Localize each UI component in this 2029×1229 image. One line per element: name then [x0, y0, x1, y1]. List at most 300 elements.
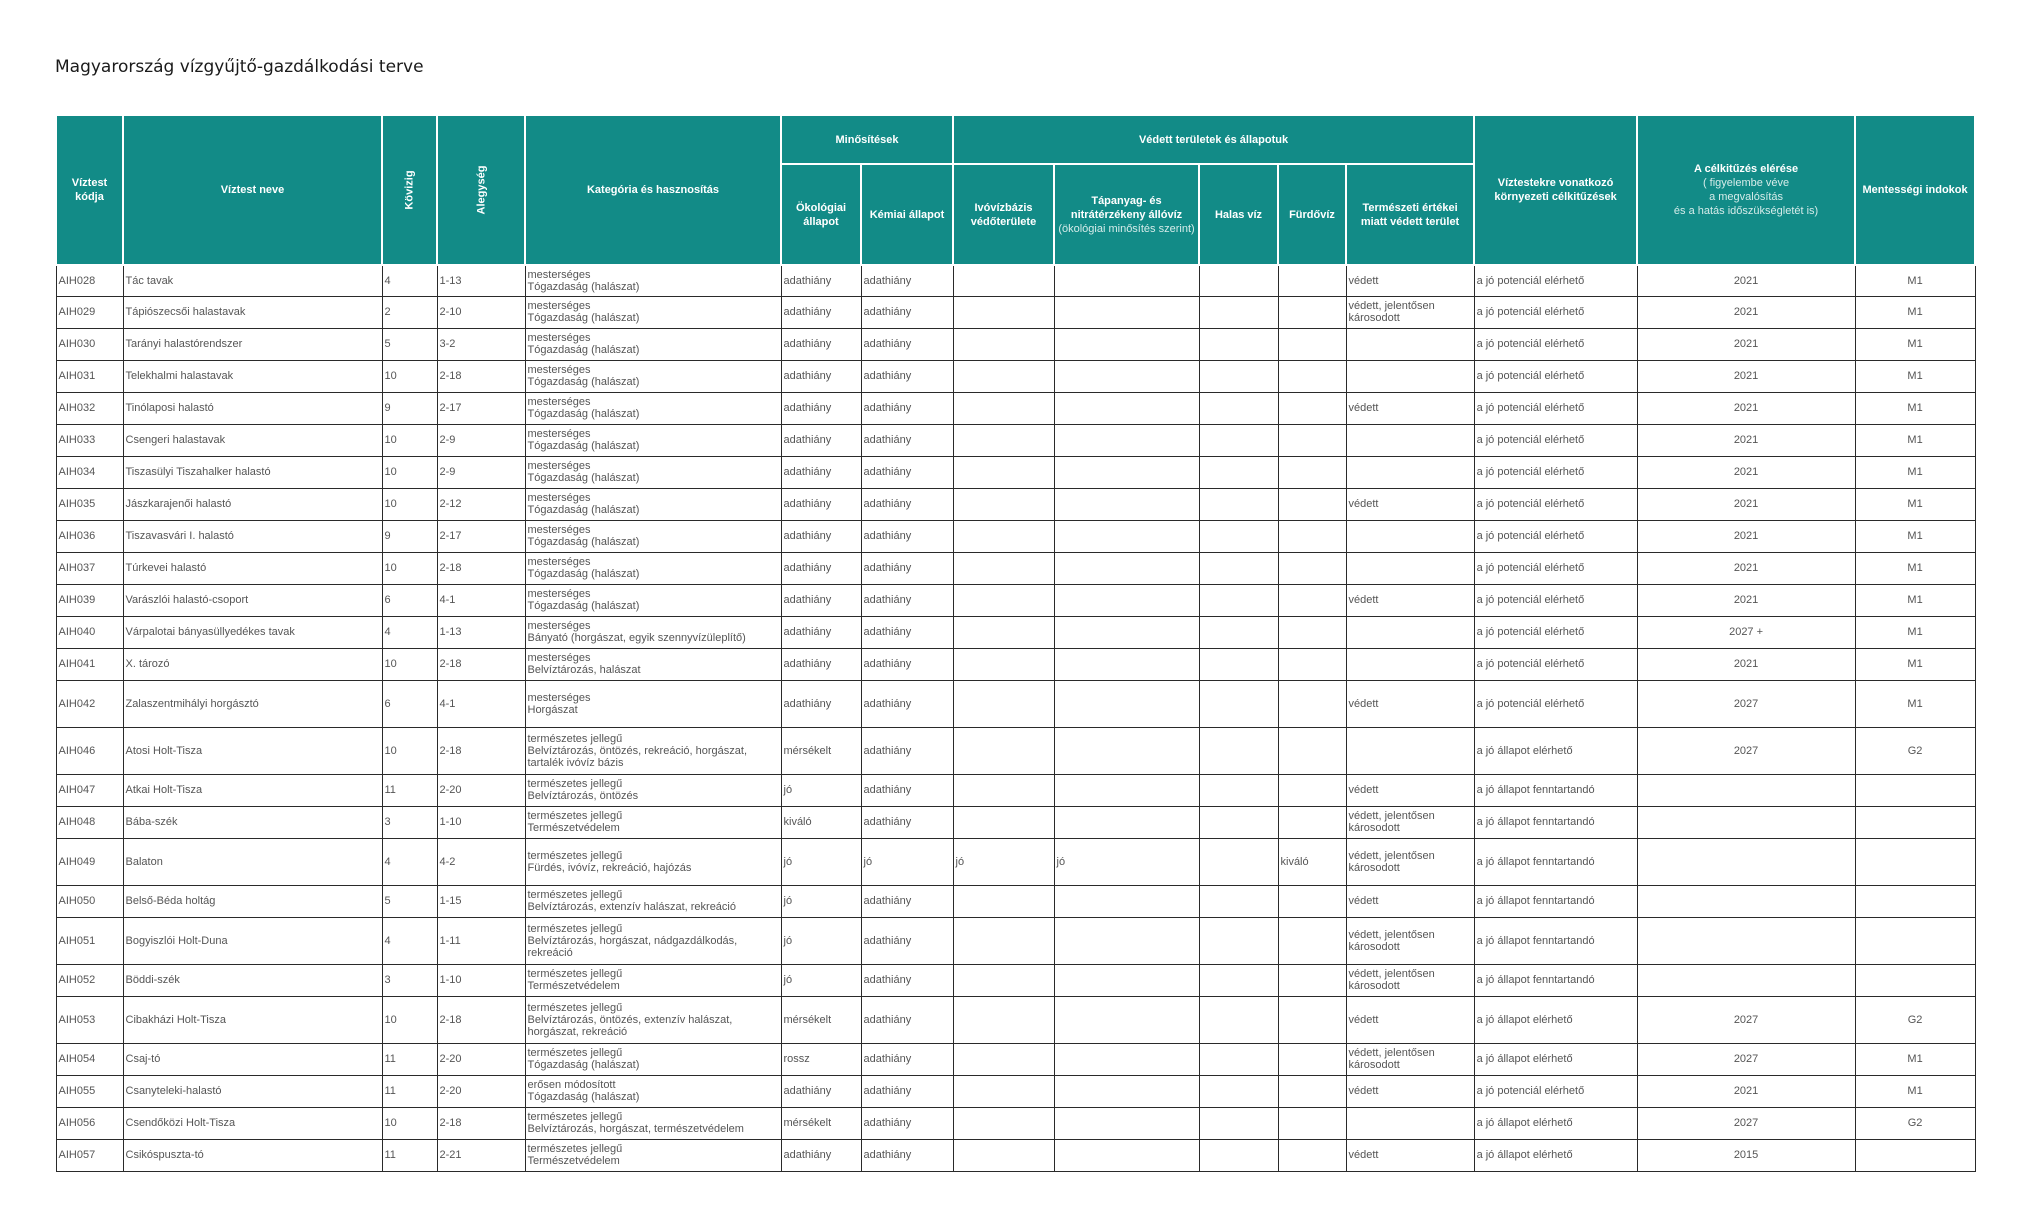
- cell-objectives: a jó állapot elérhető: [1474, 1107, 1637, 1139]
- cell-code: AIH030: [56, 328, 123, 360]
- cell-code: AIH032: [56, 392, 123, 424]
- cell-drinking: [953, 488, 1054, 520]
- cell-nature-line: védett: [1348, 402, 1379, 414]
- cell-nature: [1346, 727, 1474, 774]
- cell-ecological: kiváló: [781, 806, 861, 838]
- cell-name: Varászlói halastó-csoport: [123, 584, 382, 616]
- header-objectives: Víztestekre vonatkozó környezeti célkitűzések: [1474, 115, 1637, 265]
- header-minositesek: Minősítések: [781, 115, 953, 164]
- cell-chemical: adathiány: [861, 392, 953, 424]
- cell-ecological: jó: [781, 774, 861, 806]
- cell-category: [525, 456, 781, 488]
- cell-category: [525, 328, 781, 360]
- cell-drinking: [953, 806, 1054, 838]
- cell-alegyseg: 2-17: [437, 392, 525, 424]
- cell-target-year: 2027: [1637, 1107, 1855, 1139]
- cell-chemical: adathiány: [861, 774, 953, 806]
- cell-fish: [1199, 360, 1278, 392]
- cell-category-line: mesterséges: [527, 556, 591, 568]
- cell-category-line: Belvíztározás, öntözés, extenzív halászat,: [527, 1013, 733, 1026]
- table-row: [56, 964, 1975, 996]
- cell-nature: [1346, 1043, 1474, 1075]
- cell-name: Tarányi halastórendszer: [123, 328, 382, 360]
- cell-exemption: [1855, 917, 1975, 964]
- cell-chemical: adathiány: [861, 1107, 953, 1139]
- header-target: [1637, 115, 1855, 265]
- cell-kovizig: 6: [382, 584, 437, 616]
- cell-exemption: G2: [1855, 996, 1975, 1043]
- cell-name: Jászkarajenői halastó: [123, 488, 382, 520]
- cell-name: Balaton: [123, 838, 382, 885]
- cell-nutrient: [1054, 520, 1199, 552]
- cell-category-line: mesterséges: [527, 428, 591, 440]
- cell-ecological: jó: [781, 885, 861, 917]
- cell-bathing: [1278, 1043, 1346, 1075]
- cell-code: AIH040: [56, 616, 123, 648]
- cell-objectives: a jó potenciál elérhető: [1474, 680, 1637, 727]
- cell-drinking: [953, 392, 1054, 424]
- cell-kovizig: 10: [382, 727, 437, 774]
- table-row: [56, 392, 1975, 424]
- cell-exemption: [1855, 1139, 1975, 1171]
- cell-name: Tác tavak: [123, 265, 382, 296]
- cell-category-line: Belvíztározás, öntözés, rekreáció, horgászat,: [527, 744, 747, 757]
- cell-alegyseg: 1-10: [437, 964, 525, 996]
- cell-nutrient: [1054, 392, 1199, 424]
- cell-name: Csaj-tó: [123, 1043, 382, 1075]
- cell-ecological: adathiány: [781, 520, 861, 552]
- cell-code: AIH041: [56, 648, 123, 680]
- cell-chemical: adathiány: [861, 806, 953, 838]
- cell-nature: [1346, 648, 1474, 680]
- cell-nature: [1346, 360, 1474, 392]
- cell-target-year: 2027: [1637, 996, 1855, 1043]
- cell-category-line: Tógazdaság (halászat): [527, 312, 640, 324]
- cell-alegyseg: 2-20: [437, 1075, 525, 1107]
- cell-name: Várpalotai bányasüllyedékes tavak: [123, 616, 382, 648]
- cell-objectives: a jó potenciál elérhető: [1474, 616, 1637, 648]
- cell-nutrient: [1054, 1107, 1199, 1139]
- cell-ecological: adathiány: [781, 648, 861, 680]
- table-row: [56, 806, 1975, 838]
- cell-bathing: [1278, 360, 1346, 392]
- cell-nature: [1346, 584, 1474, 616]
- cell-name: Csengeri halastavak: [123, 424, 382, 456]
- cell-nature: [1346, 680, 1474, 727]
- cell-category-line: erősen módosított: [527, 1079, 616, 1091]
- cell-code: AIH056: [56, 1107, 123, 1139]
- cell-drinking: [953, 1139, 1054, 1171]
- cell-alegyseg: 2-17: [437, 520, 525, 552]
- cell-category-line: horgászat, rekreáció: [527, 1025, 628, 1038]
- cell-code: AIH053: [56, 996, 123, 1043]
- cell-category-line: Tógazdaság (halászat): [527, 568, 640, 580]
- cell-category-line: természetes jellegű: [527, 778, 623, 790]
- cell-exemption: M1: [1855, 328, 1975, 360]
- table-row: [56, 1075, 1975, 1107]
- cell-objectives: a jó állapot fenntartandó: [1474, 885, 1637, 917]
- header-drinking-water: Ivóvízbázis védőterülete: [953, 164, 1054, 265]
- cell-fish: [1199, 296, 1278, 328]
- cell-category-line: mesterséges: [527, 620, 591, 632]
- cell-drinking: [953, 917, 1054, 964]
- cell-kovizig: 9: [382, 392, 437, 424]
- cell-fish: [1199, 996, 1278, 1043]
- cell-target-year: 2021: [1637, 424, 1855, 456]
- cell-fish: [1199, 774, 1278, 806]
- cell-bathing: [1278, 616, 1346, 648]
- cell-nutrient: [1054, 806, 1199, 838]
- cell-bathing: [1278, 917, 1346, 964]
- cell-drinking: [953, 964, 1054, 996]
- cell-target-year: [1637, 838, 1855, 885]
- cell-fish: [1199, 584, 1278, 616]
- cell-category-line: Bányató (horgászat, egyik szennyvízüleplítő): [527, 632, 746, 644]
- cell-nutrient: [1054, 648, 1199, 680]
- cell-fish: [1199, 680, 1278, 727]
- cell-kovizig: 3: [382, 964, 437, 996]
- cell-nutrient: [1054, 996, 1199, 1043]
- cell-code: AIH037: [56, 552, 123, 584]
- cell-kovizig: 10: [382, 1107, 437, 1139]
- table-body: [56, 265, 1975, 1171]
- cell-target-year: 2021: [1637, 265, 1855, 296]
- page-title: Magyarország vízgyűjtő-gazdálkodási terve: [55, 57, 424, 77]
- cell-drinking: [953, 584, 1054, 616]
- cell-alegyseg: 3-2: [437, 328, 525, 360]
- cell-kovizig: 10: [382, 996, 437, 1043]
- cell-objectives: a jó potenciál elérhető: [1474, 552, 1637, 584]
- cell-target-year: 2021: [1637, 1075, 1855, 1107]
- cell-exemption: M1: [1855, 265, 1975, 296]
- cell-name: Csikóspuszta-tó: [123, 1139, 382, 1171]
- cell-category-line: Tógazdaság (halászat): [527, 504, 640, 516]
- cell-drinking: [953, 1075, 1054, 1107]
- cell-category-line: Tógazdaság (halászat): [527, 1059, 640, 1071]
- cell-category: [525, 488, 781, 520]
- cell-fish: [1199, 1107, 1278, 1139]
- cell-nature: [1346, 424, 1474, 456]
- cell-nutrient: [1054, 328, 1199, 360]
- cell-category-line: Tógazdaság (halászat): [527, 472, 640, 484]
- cell-ecological: mérsékelt: [781, 727, 861, 774]
- cell-category-line: Fürdés, ivóvíz, rekreáció, hajózás: [527, 861, 692, 874]
- cell-nature-line: védett: [1348, 1085, 1379, 1097]
- cell-category: [525, 917, 781, 964]
- cell-category-line: Tógazdaság (halászat): [527, 344, 640, 356]
- cell-category: [525, 520, 781, 552]
- cell-alegyseg: 2-18: [437, 360, 525, 392]
- header-protected-areas: Védett területek és állapotuk: [953, 115, 1474, 164]
- header-nutrient-title: Tápanyag- és nitrátérzékeny állóvíz: [1070, 194, 1183, 221]
- cell-objectives: a jó állapot fenntartandó: [1474, 964, 1637, 996]
- cell-exemption: M1: [1855, 1043, 1975, 1075]
- cell-category-line: mesterséges: [527, 691, 591, 704]
- cell-target-year: 2021: [1637, 552, 1855, 584]
- cell-category: [525, 296, 781, 328]
- cell-name: Böddi-szék: [123, 964, 382, 996]
- cell-chemical: adathiány: [861, 1075, 953, 1107]
- table-row: [56, 360, 1975, 392]
- cell-name: Atosi Holt-Tisza: [123, 727, 382, 774]
- header-ecological: Ökológiai állapot: [781, 164, 861, 265]
- cell-category: [525, 885, 781, 917]
- cell-nature-line: védett, jelentősen: [1348, 968, 1435, 980]
- cell-category-line: Belvíztározás, extenzív halászat, rekreáció: [527, 901, 736, 913]
- cell-chemical: adathiány: [861, 964, 953, 996]
- cell-nature-line: károsodott: [1348, 940, 1400, 953]
- cell-objectives: a jó potenciál elérhető: [1474, 648, 1637, 680]
- cell-kovizig: 4: [382, 616, 437, 648]
- table-row: [56, 727, 1975, 774]
- table-row: [56, 680, 1975, 727]
- cell-fish: [1199, 917, 1278, 964]
- cell-target-year: 2027: [1637, 1043, 1855, 1075]
- cell-fish: [1199, 520, 1278, 552]
- cell-target-year: 2027: [1637, 680, 1855, 727]
- cell-category-line: Belvíztározás, öntözés: [527, 790, 639, 802]
- cell-fish: [1199, 1139, 1278, 1171]
- cell-kovizig: 10: [382, 360, 437, 392]
- cell-target-year: 2021: [1637, 488, 1855, 520]
- cell-chemical: adathiány: [861, 520, 953, 552]
- cell-exemption: M1: [1855, 648, 1975, 680]
- cell-code: AIH052: [56, 964, 123, 996]
- cell-ecological: adathiány: [781, 616, 861, 648]
- cell-fish: [1199, 838, 1278, 885]
- cell-category: [525, 964, 781, 996]
- cell-alegyseg: 2-20: [437, 774, 525, 806]
- cell-nature: [1346, 838, 1474, 885]
- cell-kovizig: 10: [382, 488, 437, 520]
- cell-objectives: a jó potenciál elérhető: [1474, 488, 1637, 520]
- cell-drinking: [953, 328, 1054, 360]
- cell-category: [525, 1139, 781, 1171]
- cell-category-line: mesterséges: [527, 652, 591, 664]
- cell-nature-line: védett: [1348, 498, 1379, 510]
- cell-category: [525, 424, 781, 456]
- cell-exemption: G2: [1855, 727, 1975, 774]
- cell-target-year: 2021: [1637, 392, 1855, 424]
- cell-kovizig: 11: [382, 1075, 437, 1107]
- cell-kovizig: 11: [382, 774, 437, 806]
- cell-category: [525, 680, 781, 727]
- cell-alegyseg: 1-13: [437, 616, 525, 648]
- cell-alegyseg: 2-18: [437, 1107, 525, 1139]
- table-row: [56, 616, 1975, 648]
- cell-fish: [1199, 964, 1278, 996]
- water-body-table: [55, 114, 1976, 1172]
- cell-category-line: Természetvédelem: [527, 980, 620, 992]
- cell-category-line: természetes jellegű: [527, 732, 623, 745]
- cell-category-line: természetes jellegű: [527, 1111, 623, 1123]
- cell-drinking: [953, 1043, 1054, 1075]
- cell-exemption: [1855, 806, 1975, 838]
- cell-kovizig: 11: [382, 1139, 437, 1171]
- header-target-sub3: és a hatás időszükségletét is): [1673, 205, 1819, 217]
- cell-nutrient: [1054, 488, 1199, 520]
- cell-chemical: adathiány: [861, 584, 953, 616]
- cell-nutrient: [1054, 552, 1199, 584]
- cell-category-line: mesterséges: [527, 460, 591, 472]
- cell-nature: [1346, 456, 1474, 488]
- cell-name: Tiszavasvári I. halastó: [123, 520, 382, 552]
- cell-category-line: mesterséges: [527, 396, 591, 408]
- cell-category-line: Tógazdaság (halászat): [527, 440, 640, 452]
- cell-bathing: [1278, 456, 1346, 488]
- cell-objectives: a jó potenciál elérhető: [1474, 392, 1637, 424]
- cell-chemical: adathiány: [861, 885, 953, 917]
- cell-category-line: Belvíztározás, halászat: [527, 664, 641, 676]
- cell-target-year: 2021: [1637, 456, 1855, 488]
- cell-ecological: jó: [781, 838, 861, 885]
- cell-kovizig: 6: [382, 680, 437, 727]
- cell-code: AIH055: [56, 1075, 123, 1107]
- cell-objectives: a jó állapot elérhető: [1474, 1139, 1637, 1171]
- cell-code: AIH046: [56, 727, 123, 774]
- cell-nature-line: védett: [1348, 594, 1379, 606]
- cell-objectives: a jó állapot elérhető: [1474, 1043, 1637, 1075]
- header-alegyseg: Alegység: [437, 115, 525, 265]
- cell-name: Tápiószecsői halastavak: [123, 296, 382, 328]
- cell-name: Belső-Béda holtág: [123, 885, 382, 917]
- cell-nature-line: károsodott: [1348, 980, 1400, 992]
- cell-code: AIH029: [56, 296, 123, 328]
- table-row: [56, 996, 1975, 1043]
- cell-category-line: természetes jellegű: [527, 1047, 623, 1059]
- cell-objectives: a jó potenciál elérhető: [1474, 584, 1637, 616]
- table-row: [56, 1107, 1975, 1139]
- cell-category: [525, 616, 781, 648]
- cell-category-line: mesterséges: [527, 364, 591, 376]
- cell-ecological: adathiány: [781, 456, 861, 488]
- cell-target-year: [1637, 885, 1855, 917]
- cell-category-line: Belvíztározás, horgászat, természetvédelem: [527, 1123, 744, 1135]
- cell-category-line: természetes jellegű: [527, 889, 623, 901]
- cell-ecological: adathiány: [781, 360, 861, 392]
- table-row: [56, 648, 1975, 680]
- cell-fish: [1199, 727, 1278, 774]
- cell-category-line: tartalék ivóvíz bázis: [527, 756, 624, 769]
- cell-nature: [1346, 1075, 1474, 1107]
- cell-code: AIH057: [56, 1139, 123, 1171]
- cell-target-year: 2021: [1637, 328, 1855, 360]
- cell-nature: [1346, 616, 1474, 648]
- cell-bathing: [1278, 424, 1346, 456]
- cell-code: AIH047: [56, 774, 123, 806]
- header-chemical: Kémiai állapot: [861, 164, 953, 265]
- cell-nutrient: [1054, 296, 1199, 328]
- cell-nutrient: [1054, 727, 1199, 774]
- cell-nature-line: károsodott: [1348, 312, 1400, 324]
- cell-drinking: [953, 265, 1054, 296]
- cell-nature-line: védett, jelentősen: [1348, 810, 1435, 822]
- cell-bathing: [1278, 1075, 1346, 1107]
- cell-objectives: a jó állapot fenntartandó: [1474, 806, 1637, 838]
- cell-name: Bogyiszlói Holt-Duna: [123, 917, 382, 964]
- cell-kovizig: 4: [382, 838, 437, 885]
- cell-nature-line: károsodott: [1348, 861, 1400, 874]
- cell-category-line: Horgászat: [527, 703, 578, 716]
- cell-fish: [1199, 328, 1278, 360]
- table-row: [56, 488, 1975, 520]
- cell-ecological: adathiány: [781, 552, 861, 584]
- cell-category: [525, 648, 781, 680]
- cell-chemical: adathiány: [861, 424, 953, 456]
- cell-objectives: a jó potenciál elérhető: [1474, 296, 1637, 328]
- cell-bathing: [1278, 296, 1346, 328]
- cell-nature-line: károsodott: [1348, 822, 1400, 834]
- cell-nature-line: védett: [1348, 895, 1379, 907]
- cell-category-line: Természetvédelem: [527, 1155, 620, 1167]
- cell-alegyseg: 2-21: [437, 1139, 525, 1171]
- cell-category-line: mesterséges: [527, 524, 591, 536]
- cell-target-year: 2021: [1637, 296, 1855, 328]
- cell-code: AIH031: [56, 360, 123, 392]
- cell-target-year: 2021: [1637, 360, 1855, 392]
- cell-alegyseg: 2-20: [437, 1043, 525, 1075]
- cell-ecological: adathiány: [781, 680, 861, 727]
- cell-name: Csendőközi Holt-Tisza: [123, 1107, 382, 1139]
- cell-category-line: Tógazdaság (halászat): [527, 600, 640, 612]
- cell-kovizig: 5: [382, 328, 437, 360]
- cell-kovizig: 10: [382, 648, 437, 680]
- cell-nature: [1346, 552, 1474, 584]
- table-row: [56, 584, 1975, 616]
- cell-nature: [1346, 296, 1474, 328]
- cell-chemical: adathiány: [861, 456, 953, 488]
- cell-chemical: adathiány: [861, 616, 953, 648]
- cell-kovizig: 4: [382, 917, 437, 964]
- cell-ecological: rossz: [781, 1043, 861, 1075]
- cell-chemical: jó: [861, 838, 953, 885]
- cell-category: [525, 774, 781, 806]
- header-nutrient-sub: (ökológiai minősítés szerint): [1058, 222, 1195, 235]
- table-row: [56, 838, 1975, 885]
- cell-objectives: a jó állapot fenntartandó: [1474, 917, 1637, 964]
- cell-chemical: adathiány: [861, 296, 953, 328]
- cell-drinking: [953, 552, 1054, 584]
- cell-alegyseg: 2-18: [437, 648, 525, 680]
- cell-target-year: [1637, 774, 1855, 806]
- cell-name: Bába-szék: [123, 806, 382, 838]
- cell-category: [525, 1107, 781, 1139]
- cell-nutrient: [1054, 456, 1199, 488]
- cell-alegyseg: 2-18: [437, 727, 525, 774]
- cell-fish: [1199, 456, 1278, 488]
- cell-nature: [1346, 996, 1474, 1043]
- cell-kovizig: 10: [382, 552, 437, 584]
- cell-bathing: [1278, 774, 1346, 806]
- cell-category: [525, 1075, 781, 1107]
- cell-category-line: Tógazdaság (halászat): [527, 536, 640, 548]
- header-target-title: A célkitűzés elérése: [1693, 163, 1799, 175]
- cell-fish: [1199, 424, 1278, 456]
- cell-fish: [1199, 392, 1278, 424]
- cell-nature: [1346, 1107, 1474, 1139]
- cell-exemption: M1: [1855, 392, 1975, 424]
- cell-category: [525, 806, 781, 838]
- cell-nature-line: védett, jelentősen: [1348, 1047, 1435, 1059]
- cell-bathing: [1278, 392, 1346, 424]
- cell-ecological: mérsékelt: [781, 996, 861, 1043]
- table-row: [56, 552, 1975, 584]
- table-row: [56, 917, 1975, 964]
- cell-category: [525, 392, 781, 424]
- cell-category-line: természetes jellegű: [527, 810, 623, 822]
- table-row: [56, 885, 1975, 917]
- cell-chemical: adathiány: [861, 360, 953, 392]
